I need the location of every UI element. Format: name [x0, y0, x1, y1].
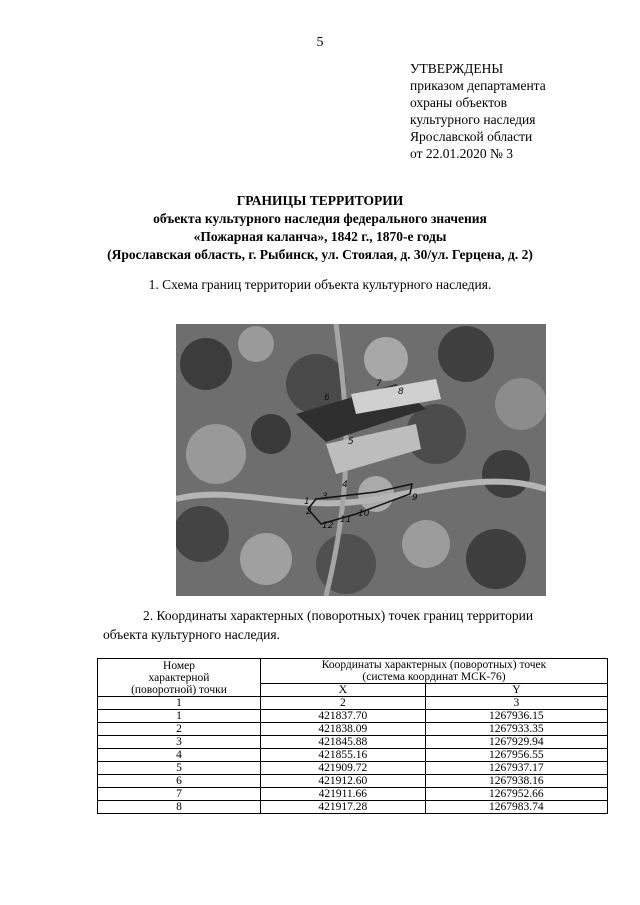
- point-label: 2: [306, 507, 312, 517]
- point-label: 8: [398, 387, 404, 397]
- table-cell: 8: [98, 801, 261, 814]
- table-cell: 6: [98, 775, 261, 788]
- table-cell: 421912.60: [261, 775, 426, 788]
- table-cell: 1267938.16: [425, 775, 607, 788]
- table-cell: 421911.66: [261, 788, 426, 801]
- approval-line: УТВЕРЖДЕНЫ: [410, 61, 504, 76]
- approval-line: приказом департамента: [410, 78, 546, 93]
- table-cell: 1: [98, 697, 261, 710]
- table-cell: 3: [98, 736, 261, 749]
- section-2-line: 2. Координаты характерных (поворотных) точек границ территории: [143, 608, 534, 623]
- table-row: [98, 762, 608, 775]
- header-text: Координаты характерных (поворотных) точек: [321, 659, 547, 671]
- table-cell: 2: [98, 723, 261, 736]
- approval-block: [410, 60, 546, 162]
- table-cell: 421838.09: [261, 723, 426, 736]
- table-cell: 5: [98, 762, 261, 775]
- approval-line: культурного наследия: [410, 112, 536, 127]
- point-label: 12: [322, 521, 334, 531]
- table-cell: 421917.28: [261, 801, 426, 814]
- table-row: [98, 775, 608, 788]
- table-cell: 1267956.55: [425, 749, 607, 762]
- header-point-number: [98, 659, 261, 697]
- table-cell: 1267936.15: [425, 710, 607, 723]
- table-cell: 1267952.66: [425, 788, 607, 801]
- table-cell: 1267929.94: [425, 736, 607, 749]
- section-2-heading: [103, 606, 613, 644]
- table-cell: 7: [98, 788, 261, 801]
- title-line: «Пожарная каланча», 1842 г., 1870-е годы: [193, 229, 447, 244]
- table-cell: 421837.70: [261, 710, 426, 723]
- table-row: [98, 736, 608, 749]
- point-label: 3: [322, 492, 328, 502]
- approval-line: от 22.01.2020 № 3: [410, 146, 513, 161]
- table-cell: 421845.88: [261, 736, 426, 749]
- section-2-line: объекта культурного наследия.: [103, 627, 280, 642]
- point-label: 4: [342, 480, 348, 490]
- page-number: 5: [316, 35, 324, 50]
- table-cell: 1267933.35: [425, 723, 607, 736]
- point-label: 6: [324, 393, 330, 403]
- point-label: 5: [348, 437, 354, 447]
- table-row: [98, 801, 608, 814]
- point-label: 9: [412, 493, 418, 503]
- point-label: 10: [358, 509, 370, 519]
- approval-line: Ярославской области: [410, 129, 533, 144]
- header-text: (система координат МСК-76): [362, 671, 506, 683]
- table-cell: 3: [425, 697, 607, 710]
- header-text: (поворотной) точки: [131, 683, 227, 696]
- table-cell: 2: [261, 697, 426, 710]
- table-row: [98, 723, 608, 736]
- table-cell: 421909.72: [261, 762, 426, 775]
- title-line: объекта культурного наследия федерального значения: [153, 211, 487, 226]
- table-cell: 1267983.74: [425, 801, 607, 814]
- table-numbering-row: [98, 697, 608, 710]
- table-cell: 1267937.17: [425, 762, 607, 775]
- approval-line: охраны объектов: [410, 95, 508, 110]
- table-cell: 1: [98, 710, 261, 723]
- section-1-heading: 1. Схема границ территории объекта культурного наследия.: [148, 277, 492, 292]
- table-row: [98, 788, 608, 801]
- title-line: (Ярославская область, г. Рыбинск, ул. Стоялая, д. 30/ул. Герцена, д. 2): [107, 247, 533, 262]
- point-label: 11: [340, 515, 352, 525]
- boundary-scheme-map: [176, 324, 546, 596]
- table-header-row: [98, 659, 608, 684]
- point-label: 1: [304, 497, 310, 507]
- aerial-photo-map: [176, 324, 546, 596]
- table-row: [98, 710, 608, 723]
- header-x: X: [261, 684, 426, 697]
- table-cell: 4: [98, 749, 261, 762]
- table-cell: 421855.16: [261, 749, 426, 762]
- header-text: характерной: [148, 671, 210, 684]
- coordinates-table: [97, 658, 608, 814]
- header-coordinates: [261, 659, 608, 684]
- header-y: Y: [425, 684, 607, 697]
- document-title: [0, 192, 640, 264]
- table-row: [98, 749, 608, 762]
- title-line: ГРАНИЦЫ ТЕРРИТОРИИ: [236, 193, 404, 208]
- header-text: Номер: [163, 659, 195, 672]
- point-label: 7: [376, 379, 382, 389]
